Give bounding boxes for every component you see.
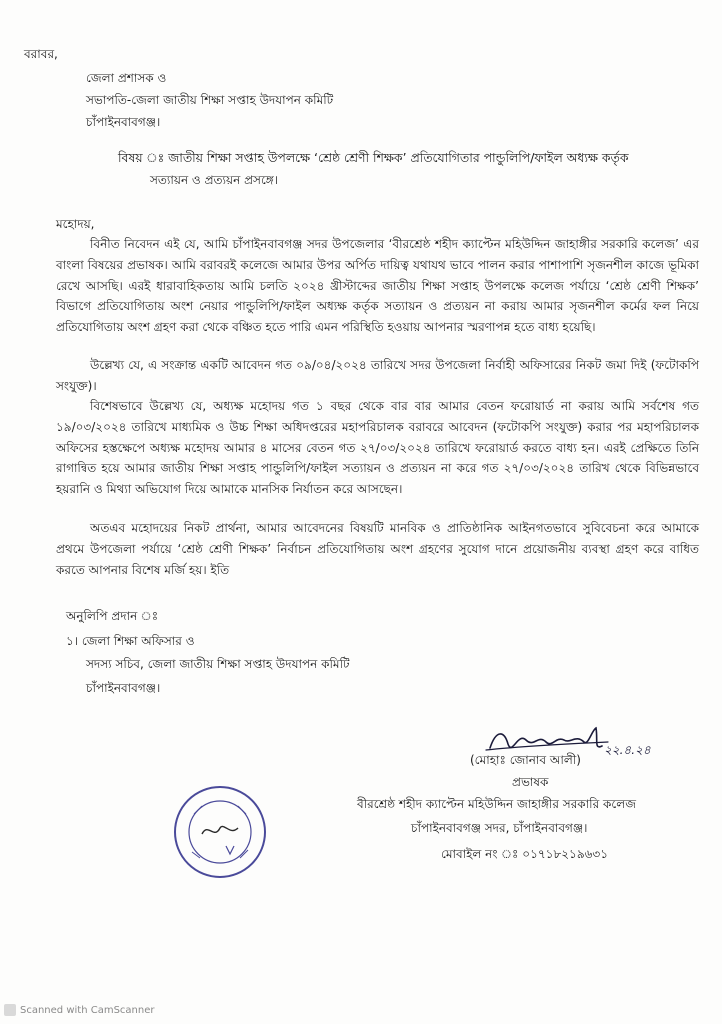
signatory-address: চাঁপাইনবাবগঞ্জ সদর, চাঁপাইনবাবগঞ্জ। <box>411 821 588 835</box>
body-paragraph-1: বিনীত নিবেদন এই যে, আমি চাঁপাইনবাবগঞ্জ সদর উপজেলার ‘বীরশ্রেষ্ঠ শহীদ ক্যাপ্টেন মহিউদ্দিন জাহাঙ্গীর সরকারি কলেজ’ এর বাংলা বিষয়ের প্রভাষক। আমি বরাবরই কলেজে আমার উপর অর্পিত দায়িত্ব যথাযথ ভাবে পালন করার পাশাপাশি সৃজনশীল কাজে ভূমিকা রেখে আসছি। এরই ধারাবাহিকতায় আমি চলতি ২০২৪ খ্রীস্টাব্দের জাতীয় শিক্ষা সপ্তাহ উপলক্ষে কলেজ পর্যায়ে ‘শ্রেষ্ঠ শ্রেণী শিক্ষক’ বিভাগে প্রতিযোগিতায় অংশ নেয়ার পান্ডুলিপি/ফাইল অধ্যক্ষ কর্তৃক সত্যায়ন ও প্রত্যয়ন না করায় আমার সৃজনশীল কর্মের ফল নিয়ে প্রতিযোগিতায় অংশ গ্রহণ করা থেকে বঞ্চিত হতে পারি এমন পরিস্থিতি হওয়ায় আপনার স্মরণাপন্ন হতে বাধ্য হয়েছি। <box>56 237 699 335</box>
signatory-college: বীরশ্রেষ্ঠ শহীদ ক্যাপ্টেন মহিউদ্দিন জাহাঙ্গীর সরকারি কলেজ <box>357 797 636 811</box>
recipient-line-3: চাঁপাইনবাবগঞ্জ। <box>86 115 161 129</box>
scanner-watermark <box>4 1004 155 1016</box>
signatory-designation: প্রভাষক <box>512 775 549 789</box>
subject-line-2: সত্যায়ন ও প্রত্যয়ন প্রসঙ্গে। <box>150 173 279 187</box>
recipient-line-2: সভাপতি-জেলা জাতীয় শিক্ষা সপ্তাহ উদযাপন কমিটি <box>86 93 334 107</box>
signatory-name: (মোহাঃ জোনাব আলী) <box>470 753 581 767</box>
copy-line-2: সদস্য সচিব, জেলা জাতীয় শিক্ষা সপ্তাহ উদযাপন কমিটি <box>86 657 350 671</box>
body-paragraph-3: বিশেষভাবে উল্লেখ্য যে, অধ্যক্ষ মহোদয় গত ১ বছর থেকে বার বার আমার বেতন ফরোয়ার্ড না করায় আমি সর্বশেষ গত ১৯/০৩/২০২৪ তারিখে মাধ্যমিক ও উচ্চ শিক্ষা অধিদপ্তরের মহাপরিচালক বরাবরে আবেদন (ফটোকপি সংযুক্ত) করার পর মহাপরিচালক অফিসের হস্তক্ষেপে অধ্যক্ষ মহোদয় আমার ৪ মাসের বেতন গত ২৭/০৩/২০২৪ তারিখে ফরোয়ার্ড করতে বাধ্য হন। এরই প্রেক্ষিতে তিনি রাগান্বিত হয়ে আমার জাতীয় শিক্ষা সপ্তাহ পান্ডুলিপি/ফাইল সত্যায়ন ও প্রত্যয়ন না করে গত ২৭/০৩/২০২৪ তারিখ থেকে বিভিন্নভাবে হয়রানি ও মিথ্যা অভিযোগ দিয়ে আমাকে মানসিক নির্যাতন করে আসছেন। <box>56 399 699 497</box>
scanner-watermark-text: Scanned with CamScanner <box>20 1005 155 1016</box>
subject-line-1: বিষয় ঃ জাতীয় শিক্ষা সপ্তাহ উপলক্ষে ‘শ্রেষ্ঠ শ্রেণী শিক্ষক’ প্রতিযোগিতার পান্ডুলিপি/ফাইল অধ্যক্ষ কর্তৃক <box>118 150 629 165</box>
body-paragraph-2: উল্লেখ্য যে, এ সংক্রান্ত একটি আবেদন গত ০৯/০৪/২০২৪ তারিখে সদর উপজেলা নির্বাহী অফিসারের নিকট জমা দিই (ফটোকপি সংযুক্ত)। <box>56 358 699 393</box>
greeting: মহোদয়, <box>56 217 95 231</box>
copy-heading: অনুলিপি প্রদান ঃ <box>66 609 159 623</box>
copy-line-3: চাঁপাইনবাবগঞ্জ। <box>86 681 161 695</box>
signatory-mobile: মোবাইল নং ঃ ০১৭১৮২১৯৬৩১ <box>441 847 609 861</box>
recipient-line-1: জেলা প্রশাসক ও <box>86 71 167 85</box>
salutation-to: বরাবর, <box>24 47 58 61</box>
copy-line-1: ১। জেলা শিক্ষা অফিসার ও <box>66 634 195 648</box>
signature-date: ২২.৪.২৪ <box>604 743 651 757</box>
camscanner-icon <box>4 1004 16 1016</box>
office-seal-stamp <box>172 784 268 880</box>
body-paragraph-4: অতএব মহোদয়ের নিকট প্রার্থনা, আমার আবেদনের বিষয়টি মানবিক ও প্রাতিষ্ঠানিক আইনগতভাবে সুবিবেচনা করে আমাকে প্রথমে উপজেলা পর্যায়ে ‘শ্রেষ্ঠ শ্রেণী শিক্ষক’ নির্বাচন প্রতিযোগিতায় অংশ গ্রহণের সুযোগ দানে প্রয়োজনীয় ব্যবস্থা গ্রহণ করে বাধিত করতে আপনার বিশেষ মর্জি হয়। ইতি <box>56 521 699 577</box>
